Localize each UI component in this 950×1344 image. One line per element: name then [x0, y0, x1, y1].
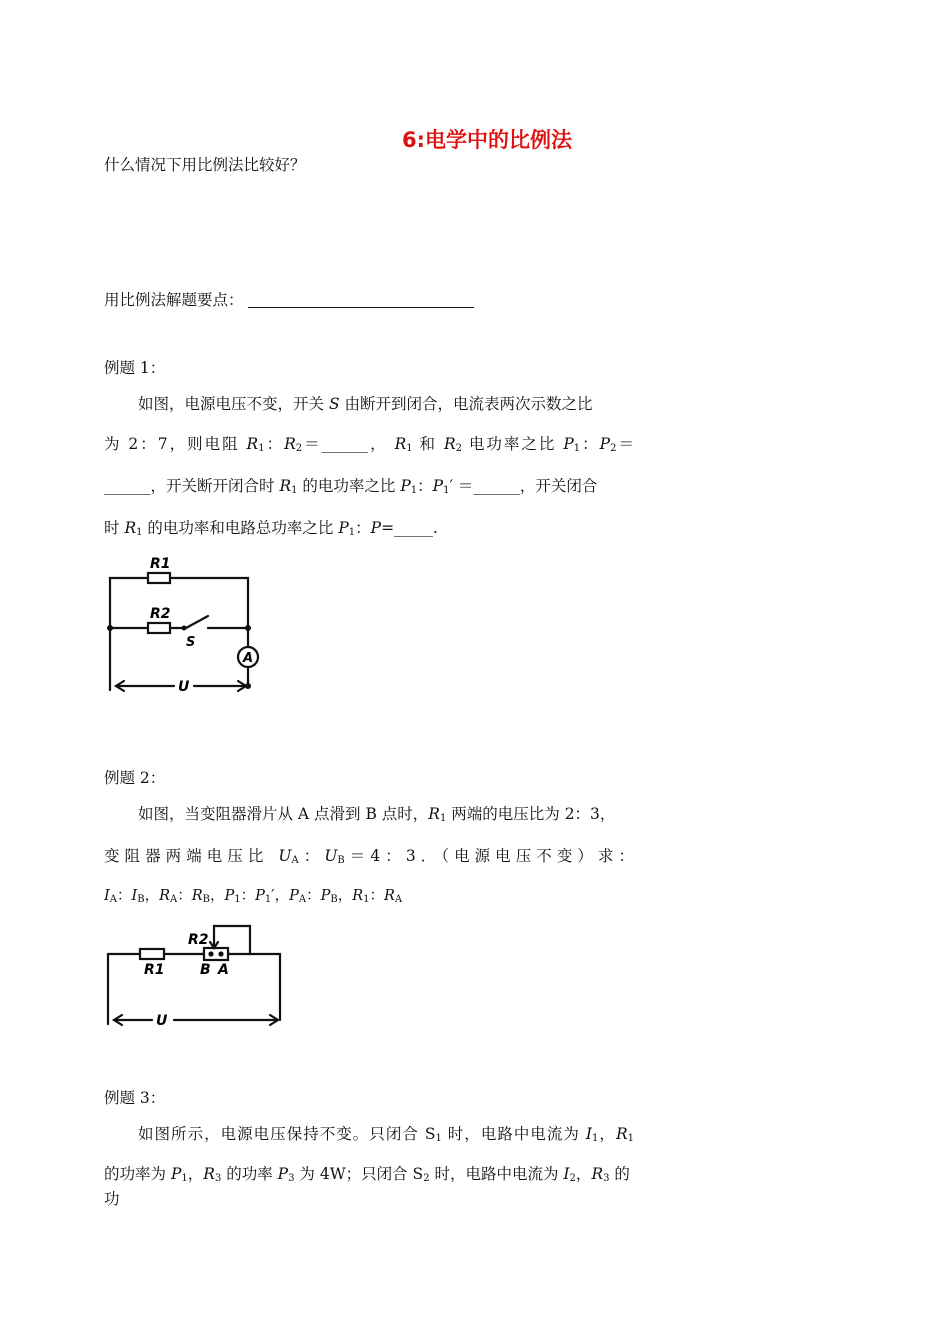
example-1-line-4: 时 $R_1$ 的电功率和电路总功率之比 $P_1$：P=_____. [104, 519, 438, 538]
example-1-line-3: ______，开关断开闭合时 $R_1$ 的电功率之比 $P_1$：$P_1'$ ＝______，开关闭合 [104, 477, 598, 496]
fig1-ammeter-label: A [243, 651, 254, 666]
fig2-r1-label: R1 [144, 962, 165, 978]
example-3-label: 例题 3： [104, 1089, 166, 1107]
key-points-blank[interactable] [248, 292, 474, 308]
circuit-diagram-1 [100, 552, 270, 702]
question-text: 什么情况下用比例法比较好？ [104, 156, 306, 174]
fig1-switch-label: S [186, 635, 196, 650]
fig2-b-label: B [200, 962, 211, 978]
example-3-line-1: 如图所示，电源电压保持不变。只闭合 $S_1$ 时，电路中电流为 $I_1$，$R_1$ [138, 1125, 634, 1144]
example-1-label: 例题 1： [104, 359, 166, 377]
key-points-label: 用比例法解题要点： [104, 291, 244, 309]
circuit-diagram-2 [100, 920, 300, 1035]
page-title: 6:电学中的比例法 [401, 128, 572, 152]
fig2-u-label: U [156, 1013, 168, 1029]
example-2-label: 例题 2： [104, 769, 166, 787]
example-2-line-3: $I_A$：$I_B$，$R_A$：$R_B$，$P_1$：$P_1'$，$P_A$：$P_B$，$R_1$：$R_A$ [104, 888, 403, 905]
fig2-a-label: A [218, 962, 229, 978]
example-1-line-1: 如图，电源电压不变，开关 S 由断开到闭合，电流表两次示数之比 [138, 395, 593, 413]
example-2-line-2: 变阻器两端电压比 $U_A$：$U_B=4$：3．（电源电压不变）求： [104, 847, 634, 866]
fig1-u-label: U [178, 679, 190, 695]
key-points-row [104, 290, 474, 310]
example-1-line-2: 为 2：7，则电阻 $R_1$：$R_2=\_\_\_\_\_\_$， $R_1$ 和 $R_2$ 电功率之比 $P_1$：$P_2=$ [104, 435, 634, 454]
fig2-r2-label: R2 [188, 932, 209, 948]
fig1-r2-label: R2 [150, 606, 171, 622]
example-2-line-1: 如图，当变阻器滑片从 A 点滑到 B 点时，$R_1$ 两端的电压比为 2：3， [138, 805, 616, 824]
example-3-line-2: 的功率为 $P_1$，$R_3$ 的功率 $P_3$ 为 4W；只闭合 $S_2$ 时，电路中电流为 $I_2$，$R_3$ 的功 [104, 1165, 630, 1208]
fig1-r1-label: R1 [150, 556, 171, 572]
